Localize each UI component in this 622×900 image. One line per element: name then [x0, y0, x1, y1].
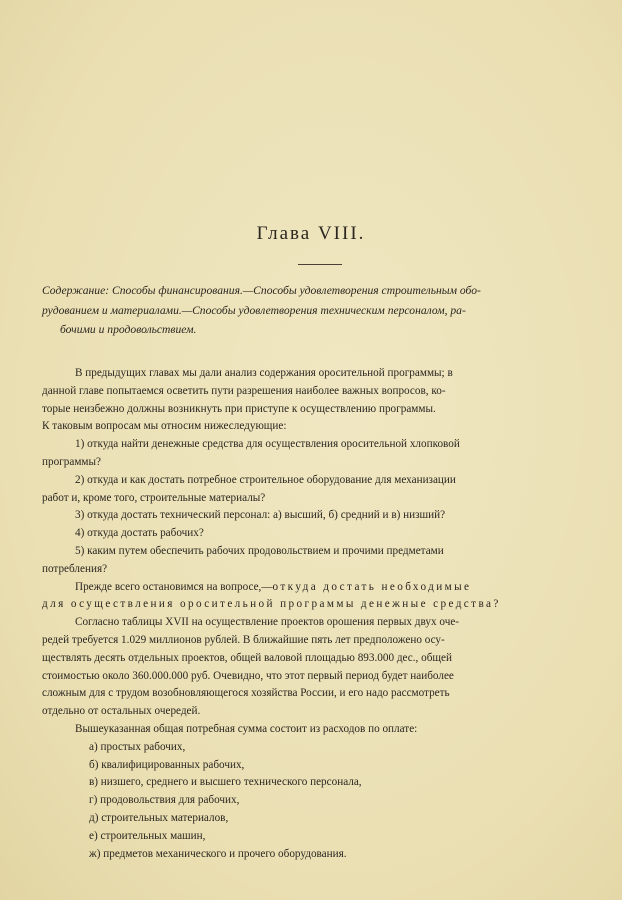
- paragraph-line: отдельно от остальных очередей.: [42, 705, 201, 718]
- expense-item: е) строительных машин,: [89, 829, 206, 842]
- question-line: 5) каким путем обеспечить рабочих продовольствием и прочими предметами: [75, 544, 444, 557]
- expense-item: д) строительных материалов,: [89, 811, 229, 824]
- chapter-body: [42, 365, 600, 863]
- question-line: 2) откуда и как достать потребное строительное оборудование для механизации: [75, 473, 456, 486]
- paragraph-line: Согласно таблицы XVII на осуществление проектов орошения первых двух оче-: [75, 616, 460, 629]
- expense-item: г) продовольствия для рабочих,: [89, 794, 240, 807]
- intro-line: торые неизбежно должны возникнуть при приступе к осуществлению программы.: [42, 402, 436, 415]
- first-question-line: для осуществления оросительной программы денежные средства?: [42, 598, 501, 611]
- summary-line: бочими и продовольствием.: [60, 323, 197, 336]
- first-question-spaced: откуда достать необходимые: [272, 580, 472, 593]
- summary-line: Содержание: Способы финансирования.—Способы удовлетворения строительным обо-: [42, 284, 481, 297]
- first-question-line: [42, 579, 600, 597]
- expense-item: а) простых рабочих,: [89, 740, 186, 753]
- question-line: 3) откуда достать технический персонал: а) высший, б) средний и в) низший?: [75, 509, 446, 522]
- chapter-title: Глава VIII.: [256, 223, 366, 244]
- paragraph-line: ществлять десять отдельных проектов, общей валовой площадью 893.000 дес., общей: [42, 651, 453, 664]
- paragraph-line: стоимостью около 360.000.000 руб. Очевидно, что этот первый период будет наиболее: [42, 669, 454, 682]
- title-divider: [298, 264, 342, 265]
- expense-item: ж) предметов механического и прочего оборудования.: [89, 847, 347, 860]
- paragraph-line: сложным для с трудом возобновляющегося хозяйства России, и его надо рассмотреть: [42, 687, 450, 700]
- question-line: потребления?: [42, 562, 108, 575]
- expense-item: в) низшего, среднего и высшего технического персонала,: [89, 776, 362, 789]
- question-line: 1) откуда найти денежные средства для осуществления оросительной хлопковой: [75, 438, 460, 451]
- question-line: программы?: [42, 455, 101, 468]
- intro-line: К таковым вопросам мы относим нижеследующие:: [42, 420, 287, 433]
- chapter-summary: [42, 281, 582, 340]
- expenses-intro: Вышеуказанная общая потребная сумма состоит из расходов по оплате:: [75, 722, 418, 735]
- paragraph-line: редей требуется 1.029 миллионов рублей. В ближайшие пять лет предположено осу-: [42, 633, 445, 646]
- question-line: 4) откуда достать рабочих?: [75, 527, 204, 540]
- summary-line: рудованием и материалами.—Способы удовлетворения техническим персоналом, ра-: [42, 303, 466, 317]
- question-line: работ и, кроме того, строительные материалы?: [42, 491, 266, 504]
- expense-item: б) квалифицированных рабочих,: [89, 758, 245, 771]
- first-question-plain: Прежде всего остановимся на вопросе,—: [75, 580, 273, 593]
- intro-line: В предыдущих главах мы дали анализ содержания оросительной программы; в: [75, 367, 453, 379]
- intro-line: данной главе попытаемся осветить пути разрешения наиболее важных вопросов, ко-: [42, 384, 446, 397]
